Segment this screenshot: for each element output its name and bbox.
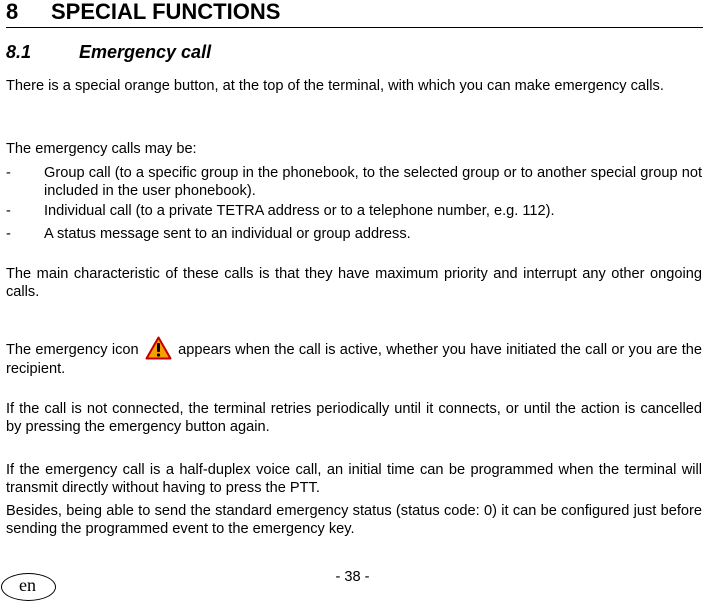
section-heading bbox=[6, 0, 703, 28]
list-item-text: Individual call (to a private TETRA address or to a telephone number, e.g. 112). bbox=[44, 203, 555, 219]
priority-paragraph: The main characteristic of these calls is that they have maximum priority and interrupt any other ongoing calls. bbox=[6, 266, 702, 300]
list-item-text: A status message sent to an individual or group address. bbox=[44, 226, 411, 242]
list-dash: - bbox=[6, 165, 11, 181]
icon-paragraph bbox=[6, 336, 702, 378]
page-number: - 38 - bbox=[335, 569, 370, 585]
list-dash: - bbox=[6, 226, 11, 242]
subsection-number: 8.1 bbox=[6, 42, 32, 62]
icon-paragraph-after: appears when the call is active, whether you have initiated the call or you are the recipient. bbox=[6, 342, 702, 377]
subsection-title: Emergency call bbox=[79, 42, 212, 62]
list-item-text: Group call (to a specific group in the phonebook, to the selected group or to another special group not included in the user phonebook). bbox=[44, 165, 702, 199]
list-intro: The emergency calls may be: bbox=[6, 141, 197, 157]
list-dash: - bbox=[6, 203, 11, 219]
emergency-warning-icon bbox=[145, 336, 172, 360]
retry-paragraph: If the call is not connected, the terminal retries periodically until it connects, or until the action is cancelled by pressing the emergency button again. bbox=[6, 401, 702, 435]
language-badge: en bbox=[1, 573, 56, 601]
icon-paragraph-before: The emergency icon bbox=[6, 342, 139, 358]
intro-paragraph: There is a special orange button, at the top of the terminal, with which you can make emergency calls. bbox=[6, 78, 664, 94]
section-number: 8 bbox=[6, 0, 19, 24]
status-paragraph: Besides, being able to send the standard emergency status (status code: 0) it can be configured just before sending the programmed event to the emergency key. bbox=[6, 503, 702, 537]
section-title: SPECIAL FUNCTIONS bbox=[51, 0, 281, 24]
halfduplex-paragraph: If the emergency call is a half-duplex voice call, an initial time can be programmed when the terminal will transmit directly without having to press the PTT. bbox=[6, 462, 702, 496]
